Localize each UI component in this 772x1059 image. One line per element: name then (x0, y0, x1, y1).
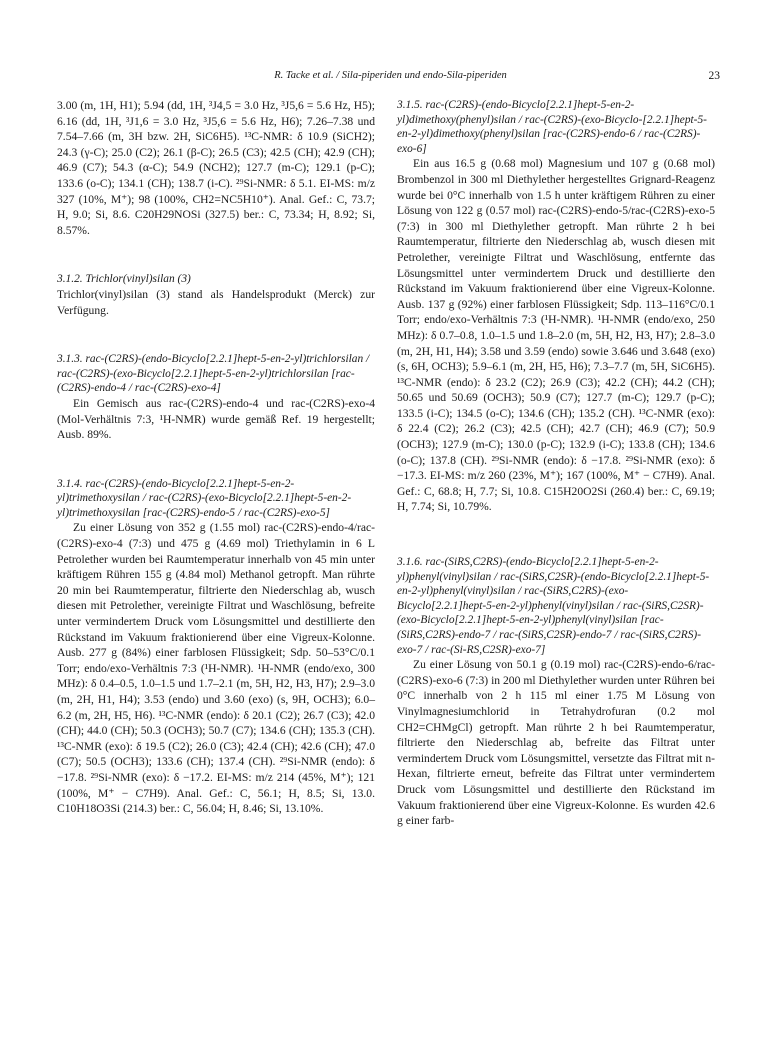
paragraph-3-1-6: Zu einer Lösung von 50.1 g (0.19 mol) rac-(C2RS)-endo-6/rac-(C2RS)-exo-6 (7:3) in 200 ml Diethylether wurden unter Rühren bei 0°C innerhalb von 2 h 115 ml einer 1.75 M Lösung von Vinylmagnesiumchlorid in Tetrahydrofuran (0.2 mol CH2=CHMgCl) getropft. Man rührte 2 h bei Raumtemperatur, filtrierte den Niederschlag ab, befreite das Filtrat unter vermindertem Druck vom Lösungsmittel, versetzte das Filtrat mit n-Hexan, filtrierte erneut, befreite das Filtrat unter vermindertem Druck vom Lösungsmittel und destillierte den Rückstand im Vakuum fraktionierend über eine Vigreux-Kolonne. Es wurden 42.6 g einer farb- (397, 658, 715, 828)
section-heading-3-1-6: 3.1.6. rac-(SiRS,C2RS)-(endo-Bicyclo[2.2.1]hept-5-en-2-yl)phenyl(vinyl)silan / rac-(SiRS,C2SR)-(endo-Bicyclo[2.2.1]hept-5-en-2-yl)phenyl(vinyl)silan / rac-(SiRS,C2RS)-(exo-Bicyclo[2.2.1]hept-5-en-2-yl)phenyl(vinyl)silan / rac-(SiRS,C2SR)-(exo-Bicyclo[2.2.1]hept-5-en-2-yl)phenyl(vinyl)silan [rac-(SiRS,C2RS)-endo-7 / rac-(SiRS,C2SR)-endo-7 / rac-(SiRS,C2RS)-exo-7 / rac-(Si-RS,C2SR)-exo-7] (397, 556, 710, 656)
section-heading-3-1-2: 3.1.2. Trichlor(vinyl)silan (3) (57, 273, 191, 286)
paragraph-3-1-5: Ein aus 16.5 g (0.68 mol) Magnesium und 107 g (0.68 mol) Brombenzol in 300 ml Diethylether hergestelltes Grignard-Reagenz wurde bei 0°C innerhalb von 1.5 h unter kräftigem Rühren zu einer Lösung von 122 g (0.57 mol) rac-(C2RS)-endo-5/rac-(C2RS)-exo-5 (7:3) in 300 ml Diethylether getropft. Man rührte 2 h bei Raumtemperatur, filtrierte den Niederschlag ab, wusch diesen mit Petrolether, vereinigte Filtrat und Waschlösung, entfernte das Lösungsmittel unter vermindertem Druck und destillierte den Rückstand im Vakuum fraktionierend über eine Vigreux-Kolonne. Ausb. 137 g (92%) einer farblosen Flüssigkeit; Sdp. 113–116°C/0.1 Torr; endo/exo-Verhältnis 7:3 (¹H-NMR). ¹H-NMR (endo/exo, 250 MHz): δ 0.7–0.8, 1.0–1.5 und 1.8–2.0 (m, 5H, H2, H3, H7); 2.8–3.0 (m, 2H, H1, H4); 3.58 und 3.59 (endo) sowie 3.646 und 3.648 (exo) (s, 6H, OCH3); 5.9–6.1 (m, 2H, H5, H6); 7.3–7.7 (m, 5H, SiC6H5). ¹³C-NMR (endo): δ 23.2 (C2); 26.9 (C3); 42.2 (CH); 44.2 (CH); 50.65 und 50.69 (OCH3); 50.9 (C7); 127.7 (m-C); 129.7 (p-C); 133.5 (i-C); 134.5 (o-C); 134.6 (CH); 135.2 (CH). ¹³C-NMR (exo): δ 22.4 (C2); 26.2 (C3); 42.5 (CH); 42.7 (CH); 46.9 (C7); 50.9 (OCH3); 127.9 (m-C); 130.0 (p-C); 132.9 (i-C); 133.8 (CH); 134.6 (o-C); 137.8 (CH). ²⁹Si-NMR (endo): δ −17.8. ²⁹Si-NMR (exo): δ −17.3. EI-MS: m/z 260 (23%, M⁺); 167 (100%, M⁺ − C7H9). Anal. Gef.: C, 68.8; H, 7.7; Si, 10.8. C15H20O2Si (260.4) ber.: C, 69.19; H, 7.74; Si, 10.79%. (397, 157, 715, 514)
section-heading-3-1-5: 3.1.5. rac-(C2RS)-(endo-Bicyclo[2.2.1]hept-5-en-2-yl)dimethoxy(phenyl)silan / rac-(C2RS)-(exo-Bicyclo-[2.2.1]hept-5-en-2-yl)dimethoxy(phenyl)silan [rac-(C2RS)-endo-6 / rac-(C2RS)-exo-6] (397, 99, 707, 155)
paragraph-3-1-3: Ein Gemisch aus rac-(C2RS)-endo-4 und rac-(C2RS)-exo-4 (Mol-Verhältnis 7:3, ¹H-NMR) wurde gemäß Ref. 19 hergestellt; Ausb. 89%. (57, 396, 375, 442)
running-header (57, 70, 724, 81)
section-heading-3-1-3: 3.1.3. rac-(C2RS)-(endo-Bicyclo[2.2.1]hept-5-en-2-yl)trichlorsilan / rac-(C2RS)-(exo-Bicyclo[2.2.1]hept-5-en-2-yl)trichlorsilan [rac-(C2RS)-endo-4 / rac-(C2RS)-exo-4] (57, 353, 370, 395)
paragraph-3-1-4: Zu einer Lösung von 352 g (1.55 mol) rac-(C2RS)-endo-4/rac-(C2RS)-exo-4 (7:3) und 475 g (4.69 mol) Triethylamin in 6 L Petrolether wurden bei Raumtemperatur innerhalb von 45 min unter kräftigem Rühren 155 g (4.84 mol) Methanol getropft. Man rührte 20 min bei Raumtemperatur, filtrierte den Niederschlag ab, wusch diesen mit Petrolether, vereinigte Filtrat und Waschlösung, befreite unter vermindertem Druck vom Lösungsmittel und destillierte den Rückstand im Vakuum fraktionierend über eine Vigreux-Kolonne. Ausb. 277 g (84%) einer farblosen Flüssigkeit; Sdp. 50–53°C/0.1 Torr; endo/exo-Verhältnis 7:3 (¹H-NMR). ¹H-NMR (endo/exo, 300 MHz): δ 0.4–0.5, 1.0–1.5 und 1.7–2.1 (m, 5H, H2, H3, H7); 2.9–3.0 (m, 2H, H1, H4); 3.53 (endo) und 3.60 (exo) (s, 9H, OCH3); 6.0–6.2 (m, 2H, H5, H6). ¹³C-NMR (endo): δ 20.1 (C2); 26.7 (C3); 42.0 (CH); 44.0 (CH); 50.3 (OCH3); 50.7 (C7); 134.6 (CH); 135.3 (CH). ¹³C-NMR (exo): δ 19.5 (C2); 26.0 (C3); 42.4 (CH); 42.6 (CH); 47.0 (C7); 50.5 (OCH3); 133.6 (CH); 137.4 (CH). ²⁹Si-NMR (endo): δ −17.8. ²⁹Si-NMR (exo): δ −17.2. EI-MS: m/z 214 (45%, M⁺); 121 (100%, M⁺ − C7H9). Anal. Gef.: C, 56.1; H, 8.5; Si, 13.0. C10H18O3Si (214.3) ber.: C, 56.04; H, 8.46; Si, 13.10%. (57, 521, 375, 816)
section-heading-3-1-4: 3.1.4. rac-(C2RS)-(endo-Bicyclo[2.2.1]hept-5-en-2-yl)trimethoxysilan / rac-(C2RS)-(exo-Bicyclo[2.2.1]hept-5-en-2-yl)trimethoxysilan [rac-(C2RS)-endo-5 / rac-(C2RS)-exo-5] (57, 477, 352, 519)
paragraph-continued: 3.00 (m, 1H, H1); 5.94 (dd, 1H, ³J4,5 = 3.0 Hz, ³J5,6 = 5.6 Hz, H5); 6.16 (dd, 1H, ³J1,6 = 3.0 Hz, ³J5,6 = 5.6 Hz, H6); 7.26–7.38 und 7.54–7.66 (m, 3H bzw. 2H, SiC6H5). ¹³C-NMR: δ 10.9 (SiCH2); 24.3 (γ-C); 25.0 (C2); 26.1 (β-C); 26.5 (C3); 42.5 (CH); 42.9 (CH); 46.9 (C7); 54.3 (α-C); 54.9 (NCH2); 127.7 (m-C); 129.1 (p-C); 133.6 (o-C); 134.1 (CH); 138.7 (i-C). ²⁹Si-NMR: δ 5.1. EI-MS: m/z 327 (10%, M⁺); 98 (100%, CH2=NC5H10⁺). Anal. Gef.: C, 73.7; H, 9.0; Si, 8.6. C20H29NOSi (327.5) ber.: C, 73.34; H, 8.92; Si, 8.57%. (57, 99, 375, 237)
right-column (397, 98, 715, 829)
paragraph-3-1-2: Trichlor(vinyl)silan (3) stand als Handelsprodukt (Merck) zur Verfügung. (57, 287, 375, 317)
running-title: R. Tacke et al. / Sila-piperiden und endo-Sila-piperiden (274, 70, 507, 81)
page-number: 23 (708, 70, 720, 82)
left-column (57, 98, 375, 817)
